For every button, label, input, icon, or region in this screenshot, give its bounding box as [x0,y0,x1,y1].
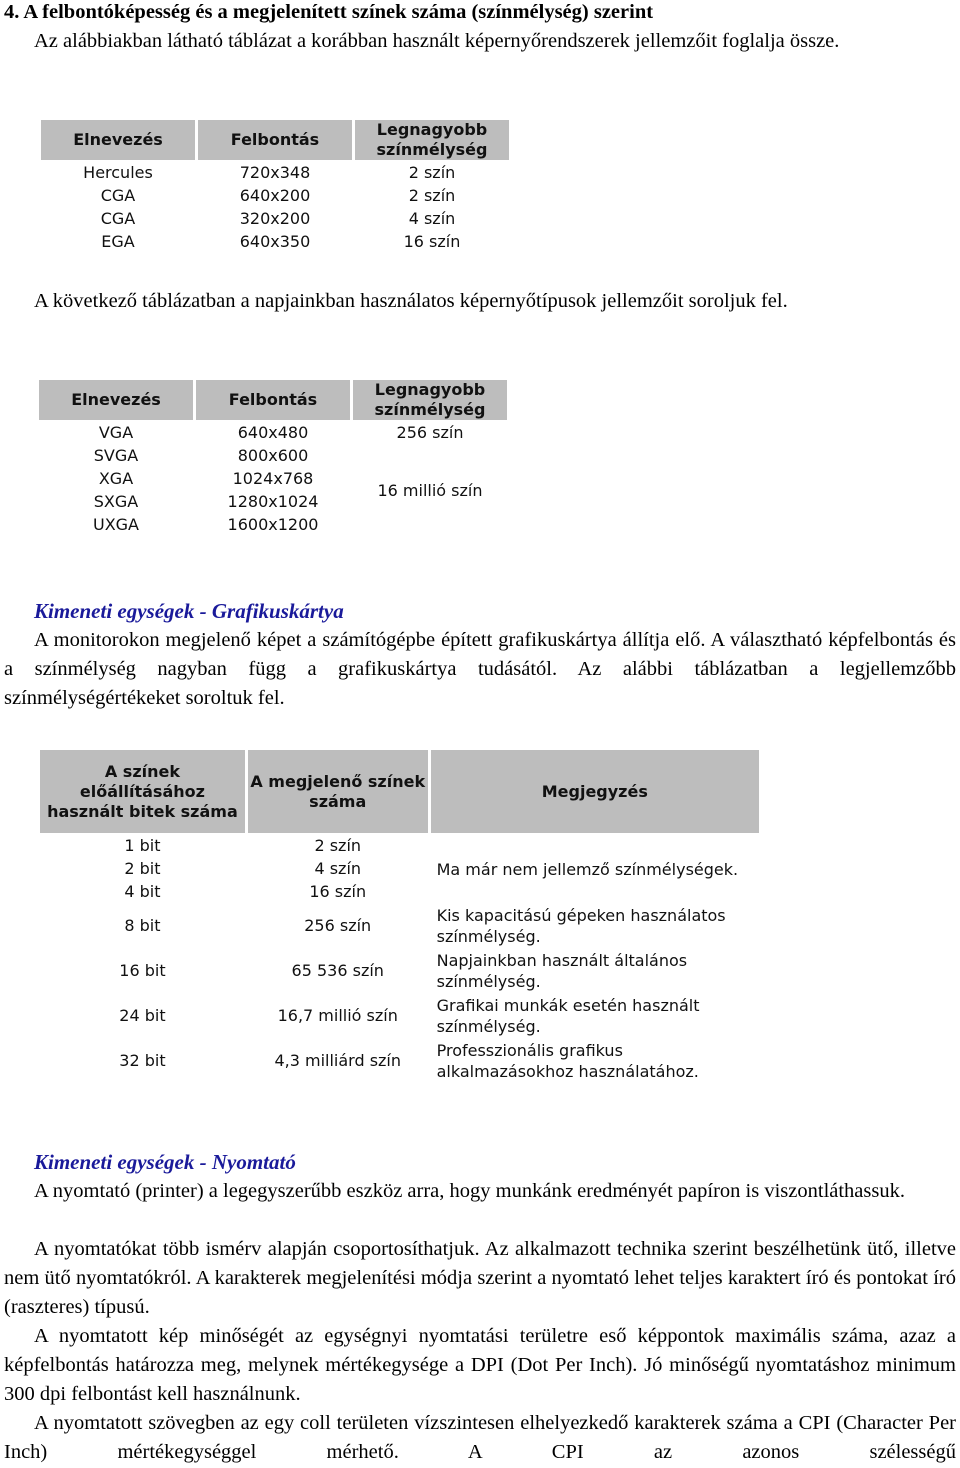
table-cell: 4,3 milliárd szín [246,1039,429,1084]
table-row [39,904,761,949]
table-cell: 4 szín [354,208,511,231]
table-cell: Hercules [40,162,197,185]
table-cell: 2 szín [246,835,429,858]
modern-display-table [36,377,510,538]
table-row [40,185,511,208]
table-cell: 16 bit [39,949,247,994]
table-cell: 2 bit [39,858,247,881]
legacy-display-table [38,117,512,255]
note-cell: Professzionális grafikus alkalmazásokhoz használatához. [429,1039,760,1084]
table-cell: 1600x1200 [195,514,352,537]
gpu-section-text: A monitorokon megjelenő képet a számítógépbe épített grafikuskártya állítja elő. A választható képfelbontás és a színmélység nagyban függ a grafikuskártya tudásától. Az alábbi táblázatban a legjellemzőbb színmélységértékeket soroltuk fel. [4,629,956,709]
table-row [38,445,509,468]
table-row [40,162,511,185]
table-cell: 8 bit [39,904,247,949]
table-cell: CGA [40,185,197,208]
note-cell: Ma már nem jellemző színmélységek. [429,835,760,904]
table-cell: 256 szín [352,422,509,445]
table-row [39,835,761,858]
table-cell: 24 bit [39,994,247,1039]
table-cell: 65 536 szín [246,949,429,994]
table-cell: SXGA [38,491,195,514]
table-header-row [40,119,511,162]
header-cell: Felbontás [197,119,354,162]
gpu-section-heading: Kimeneti egységek - Grafikuskártya [34,599,344,623]
table-cell: 640x350 [197,231,354,254]
table-cell: 16 szín [354,231,511,254]
printer-paragraph-1: A nyomtató (printer) a legegyszerűbb eszköz arra, hogy munkánk eredményét papíron is viszontláthassuk. [34,1180,905,1202]
note-cell: Grafikai munkák esetén használt színmélység. [429,994,760,1039]
header-cell: Elnevezés [40,119,197,162]
printer-paragraph-4: A nyomtatott szövegben az egy coll területen vízszintesen elhelyezkedő karakterek száma a CPI (Character Per Inch) mértékegységgel mérhető. A CPI az azonos szélességű [4,1412,956,1463]
table-cell: CGA [40,208,197,231]
table-cell: 1024x768 [195,468,352,491]
table-cell: 4 bit [39,881,247,904]
header-cell: Felbontás [195,379,352,422]
note-cell: Napjainkban használt általános színmélység. [429,949,760,994]
printer-paragraph-2: A nyomtatókat több ismérv alapján csoportosíthatjuk. Az alkalmazott technika szerint beszélhetünk ütő, illetve nem ütő nyomtatókról. A karakterek megjelenítési módja szerint a nyomtató lehet teljes karaktert író és pontokat író (raszteres) típusú. [4,1238,956,1318]
table-row [40,231,511,254]
table-cell: 16 szín [246,881,429,904]
table-row [39,994,761,1039]
header-cell: Elnevezés [38,379,195,422]
table-cell: 2 szín [354,162,511,185]
color-depth-table [37,747,762,1085]
table-cell: 4 szín [246,858,429,881]
table-cell: 720x348 [197,162,354,185]
header-cell: A megjelenő színek száma [246,749,429,835]
table-header-row [39,749,761,835]
header-cell: Legnagyobb színmélység [354,119,511,162]
table-cell: 800x600 [195,445,352,468]
table-cell: SVGA [38,445,195,468]
table-cell: 32 bit [39,1039,247,1084]
header-cell: A színek előállításához használt bitek száma [39,749,247,835]
printer-paragraph-3: A nyomtatott kép minőségét az egységnyi nyomtatási területre eső képpontok maximális száma, azaz a képfelbontás határozza meg, melynek mértékegysége a DPI (Dot Per Inch). Jó minőségű nyomtatáshoz minimum 300 dpi felbontást kell használnunk. [4,1325,956,1405]
table-cell: 320x200 [197,208,354,231]
table-cell: 256 szín [246,904,429,949]
table-row [39,949,761,994]
header-cell: Megjegyzés [429,749,760,835]
section-4-heading: 4. A felbontóképesség és a megjelenített színek száma (színmélység) szerint [4,1,654,23]
table-cell: 1 bit [39,835,247,858]
table-cell: UXGA [38,514,195,537]
table-row [39,1039,761,1084]
section-4-intro: Az alábbiakban látható táblázat a korábban használt képernyőrendszerek jellemzőit foglalja össze. [34,30,840,52]
table-cell: 640x480 [195,422,352,445]
table-cell: XGA [38,468,195,491]
table-cell: VGA [38,422,195,445]
note-cell: Kis kapacitású gépeken használatos színmélység. [429,904,760,949]
table-header-row [38,379,509,422]
merged-depth-cell: 16 millió szín [352,445,509,537]
table-cell: 16,7 millió szín [246,994,429,1039]
table-cell: 2 szín [354,185,511,208]
table-cell: 1280x1024 [195,491,352,514]
table-cell: EGA [40,231,197,254]
header-cell: Legnagyobb színmélység [352,379,509,422]
table-cell: 640x200 [197,185,354,208]
table-row [38,422,509,445]
modern-displays-paragraph: A következő táblázatban a napjainkban használatos képernyőtípusok jellemzőit soroljuk fel. [34,290,788,312]
printer-section-heading: Kimeneti egységek - Nyomtató [34,1150,296,1174]
table-row [40,208,511,231]
